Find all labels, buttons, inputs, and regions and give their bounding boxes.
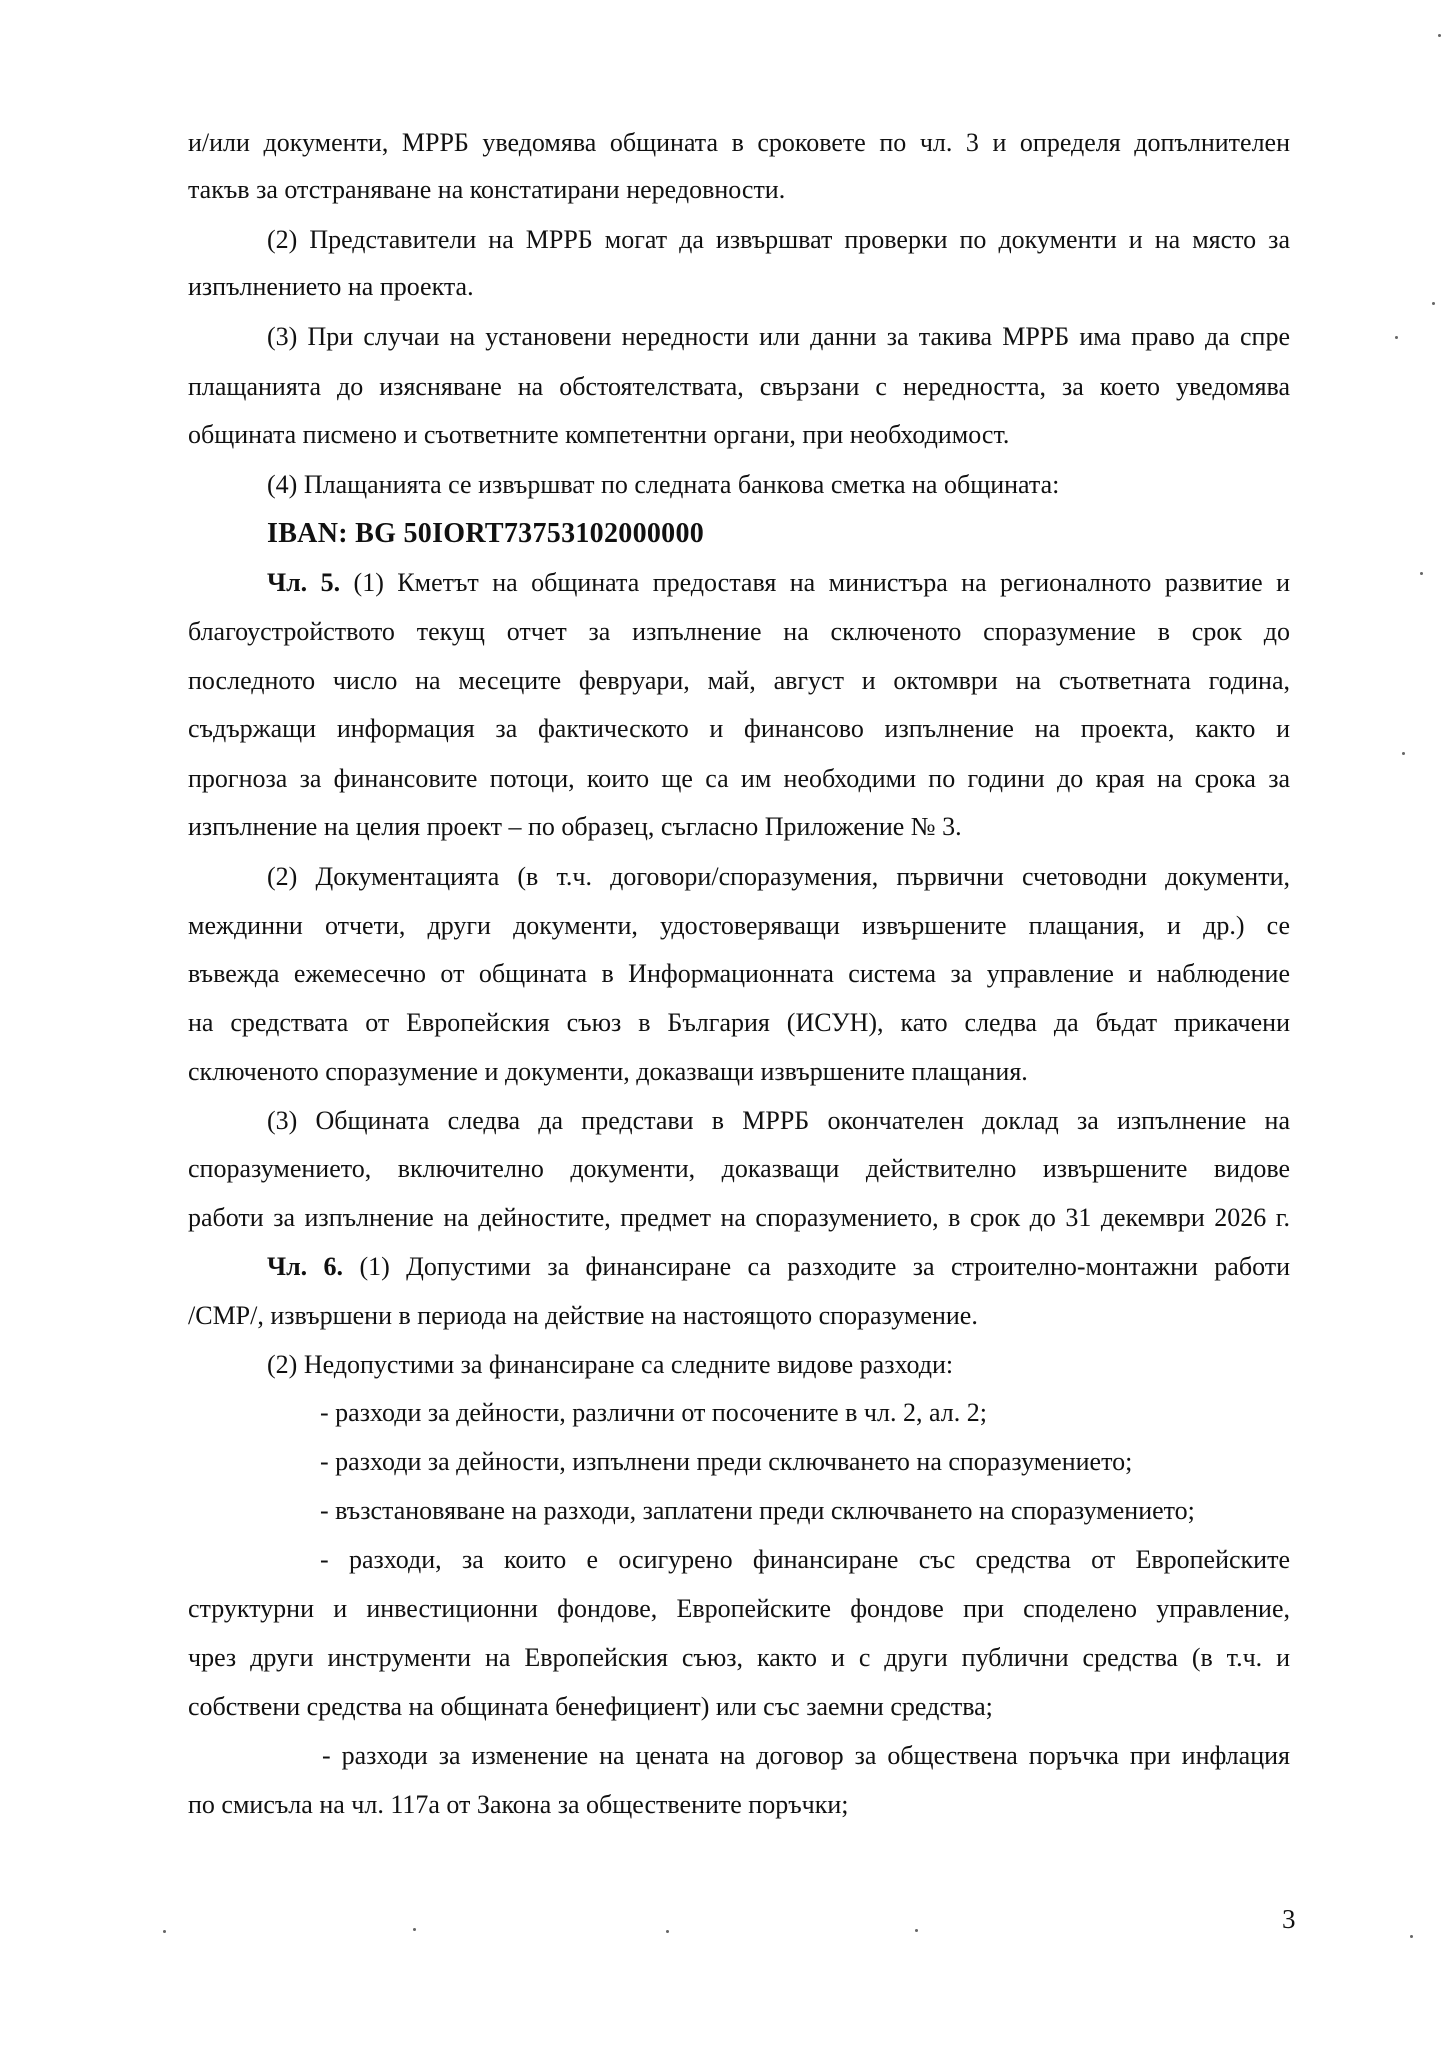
list-item: - разходи за изменение на цената на договор за обществена поръчка при инфлация [322, 1741, 1290, 1770]
text-line: (4) Плащанията се извършват по следната банкова сметка на общината: [267, 470, 1060, 499]
text-line: по смисъла на чл. 117а от Закона за обществените поръчки; [188, 1790, 849, 1819]
text-line: споразумението, включително документи, доказващи действително извършените видове [188, 1154, 1290, 1183]
scan-speck [1420, 572, 1423, 575]
text-line: на средствата от Европейския съюз в България (ИСУН), като следва да бъдат прикачени [188, 1008, 1290, 1037]
scan-speck [1432, 302, 1435, 305]
text-line: прогноза за финансовите потоци, които ще са им необходими по години до края на срока за [188, 764, 1290, 793]
text-line: (1) Кметът на общината предоставя на министъра на регионалното развитие и [340, 568, 1291, 597]
text-line: такъв за отстраняване на констатирани нередовности. [188, 175, 786, 204]
text-line: и/или документи, МРРБ уведомява общината в сроковете по чл. 3 и определя допълнителен [188, 128, 1290, 157]
list-item: - разходи за дейности, различни от посочените в чл. 2, ал. 2; [320, 1398, 987, 1427]
text-line: (1) Допустими за финансиране са разходите за строително-монтажни работи [343, 1252, 1291, 1281]
text-line: структурни и инвестиционни фондове, Европейските фондове при споделено управление, [188, 1594, 1290, 1623]
scan-speck [666, 1930, 669, 1933]
text-line: /СМР/, извършени в периода на действие на настоящото споразумение. [188, 1301, 978, 1330]
text-line: (2) Документацията (в т.ч. договори/споразумения, първични счетоводни документи, [267, 862, 1290, 891]
text-line: сключеното споразумение и документи, доказващи извършените плащания. [188, 1057, 1028, 1086]
list-item: - разходи за дейности, изпълнени преди сключването на споразумението; [320, 1447, 1133, 1476]
page-number: 3 [1282, 1904, 1296, 1934]
article-5-line [267, 568, 1290, 598]
article-6-heading: Чл. 6. [267, 1252, 344, 1281]
list-item: - разходи, за които е осигурено финансиране със средства от Европейските [320, 1545, 1290, 1574]
text-line: плащанията до изясняване на обстоятелствата, свързани с нередността, за което уведомява [188, 372, 1290, 401]
scan-speck [1395, 336, 1398, 339]
text-line: изпълнение на целия проект – по образец, съгласно Приложение № 3. [188, 812, 962, 841]
text-line: междинни отчети, други документи, удостоверяващи извършените плащания, и др.) се [188, 911, 1290, 940]
text-line: въвежда ежемесечно от общината в Информационната система за управление и наблюдение [188, 959, 1290, 988]
text-line: (2) Представители на МРРБ могат да извършват проверки по документи и на място за [267, 225, 1290, 254]
text-line: съдържащи информация за фактическото и финансово изпълнение на проекта, както и [188, 714, 1290, 743]
list-item: - възстановяване на разходи, заплатени преди сключването на споразумението; [320, 1496, 1195, 1525]
text-line: (2) Недопустими за финансиране са следните видове разходи: [267, 1350, 954, 1379]
text-line: последното число на месеците февруари, май, август и октомври на съответната година, [188, 666, 1290, 695]
text-line: (3) Общината следва да представи в МРРБ окончателен доклад за изпълнение на [267, 1106, 1290, 1135]
scan-speck [1402, 752, 1405, 755]
scan-speck [1438, 34, 1441, 37]
article-5-heading: Чл. 5. [267, 568, 341, 597]
article-6-line [267, 1252, 1290, 1282]
text-line: (3) При случаи на установени нередности или данни за такива МРРБ има право да спре [267, 322, 1290, 351]
text-line: собствени средства на общината бенефициент) или със заемни средства; [188, 1692, 993, 1721]
text-line: изпълнението на проекта. [188, 272, 474, 301]
text-line: общината писмено и съответните компетентни органи, при необходимост. [188, 420, 1010, 449]
scan-speck [915, 1929, 918, 1932]
text-line: работи за изпълнение на дейностите, предмет на споразумението, в срок до 31 декември 2026 г. [188, 1203, 1290, 1232]
text-line: благоустройството текущ отчет за изпълнение на сключеното споразумение в срок до [188, 617, 1290, 646]
scan-speck [163, 1930, 166, 1933]
iban-line: IBAN: BG 50IORT73753102000000 [267, 518, 705, 549]
text-line: чрез други инструменти на Европейския съюз, както и с други публични средства (в т.ч. и [188, 1643, 1290, 1672]
scan-speck [1410, 1935, 1413, 1938]
scan-speck [413, 1928, 416, 1931]
